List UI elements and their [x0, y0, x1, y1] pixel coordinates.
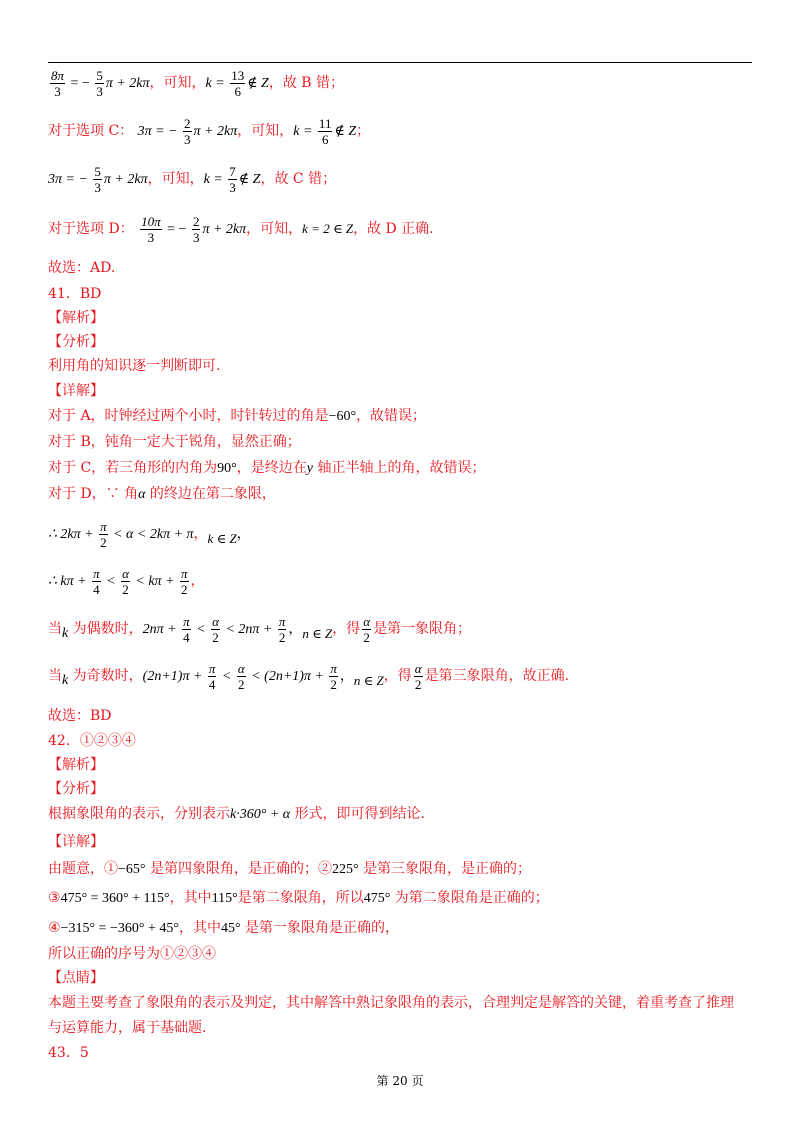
option-d-line: 对于选项 D： $\frac{10\pi}{3}$ = − $\frac{2}{3}$ π + 2kπ，可知，k = 2 ∈ Z，故 D 正确. — [48, 213, 434, 245]
text: 是第三象限角，是正确的； — [358, 861, 532, 877]
fraction: $\frac{\pi}{4}$ — [183, 613, 190, 645]
q41-option-c — [48, 458, 485, 479]
fraction: $\frac{13}{6}$ — [231, 67, 245, 99]
section-fenxi: 【分析】 — [48, 781, 104, 797]
option-c-line: 对于选项 C： 3π = − $\frac{2}{3}$ π + 2kπ，可知，k = $\frac{11}{6}$ ∉ Z； — [48, 115, 371, 147]
text: ，可知， — [147, 171, 204, 187]
text: ，可知， — [149, 75, 206, 91]
q41-option-d — [48, 484, 276, 505]
math: n ∈ Z — [353, 673, 384, 688]
q41-formula-1: ∴ 2kπ + $\frac{\pi}{2}$ < α < 2kπ + π，k ∈ Z， — [48, 518, 251, 550]
answer-line: 故选：AD. — [48, 260, 116, 276]
q41-option-b: 对于 B，钝角一定大于锐角，显然正确； — [48, 434, 301, 450]
question-41-title: 41．BD — [48, 286, 102, 302]
section-dianjing: 【点睛】 — [48, 970, 104, 986]
math: n ∈ Z — [302, 626, 333, 641]
fraction: $\frac{\pi}{2}$ — [278, 613, 286, 645]
math: 45° — [220, 921, 241, 936]
text: ，故 B 错； — [268, 75, 345, 91]
text: ④ — [48, 920, 61, 936]
text: ③ — [48, 890, 61, 906]
text: ，其中 — [178, 920, 221, 936]
text: 形式，即可得到结论. — [290, 806, 426, 822]
option-c-line-2: 3π = − $\frac{5}{3}$ π + 2kπ，可知，k = $\frac{7}{3}$ ∉ Z，故 C 错； — [48, 163, 337, 195]
fraction: $\frac{11}{6}$ — [318, 115, 332, 147]
q41-formula-2: ∴ kπ + $\frac{\pi}{4}$ < $\frac{\alpha}{2}$ < kπ + $\frac{\pi}{2}$ ， — [48, 565, 205, 597]
text: 是第一象限角； — [373, 621, 472, 637]
fraction: $\frac{\pi}{2}$ — [181, 565, 188, 597]
text: ，故 D 正确. — [353, 221, 434, 237]
q41-option-a — [48, 406, 426, 427]
q42-line-3 — [48, 918, 399, 939]
fraction: $\frac{\alpha}{2}$ — [363, 613, 371, 645]
math: 90° — [217, 461, 237, 476]
option-label: 对于选项 C： — [48, 123, 134, 139]
math: k = 2 ∈ Z — [302, 221, 354, 236]
fraction: $\frac{\alpha}{2}$ — [122, 565, 129, 597]
fraction: $\frac{\pi}{4}$ — [208, 660, 216, 692]
text: 由题意，① — [48, 861, 118, 877]
q42-fenxi-text — [48, 804, 425, 825]
text: 是第四象限角，是正确的；② — [145, 861, 332, 877]
section-jiexi: 【解析】 — [48, 757, 104, 773]
math: −315° = −360° + 45° — [60, 921, 179, 936]
text: 是第三象限角，故正确. — [424, 668, 570, 684]
fraction: $\frac{\alpha}{2}$ — [212, 613, 219, 645]
text: 对于 D，∵ 角 — [48, 486, 139, 502]
q41-even-case: 当k 为偶数时，2nπ + $\frac{\pi}{4}$ < $\frac{\alpha}{2}$ < 2nπ + $\frac{\pi}{2}$ ，n ∈ Z，得 $\frac{\alpha}{2}$ 是第一象限角； — [48, 613, 472, 645]
fraction: $\frac{7}{3}$ — [229, 163, 236, 195]
text: 对于 A，时钟经过两个小时，时针转过的角是 — [48, 408, 329, 424]
fraction: $\frac{2}{3}$ — [192, 213, 200, 245]
q41-odd-case: 当k 为奇数时，(2n+1)π + $\frac{\pi}{4}$ < $\frac{\alpha}{2}$ < (2n+1)π + $\frac{\pi}{2}$ ，n ∈ Z，得 $\frac{\alpha}{2}$ 是第三象限角，故正确. — [48, 660, 570, 692]
math: 475° — [363, 891, 391, 906]
text: 轴正半轴上的角，故错误； — [313, 460, 486, 476]
section-jiexi: 【解析】 — [48, 310, 104, 326]
text: 是第一象限角是正确的， — [240, 920, 400, 936]
text: 当 — [48, 668, 62, 684]
text: ，是终边在 — [236, 460, 307, 476]
text: ，故 C 错； — [260, 171, 337, 187]
text: ，得 — [332, 621, 361, 637]
math: k — [62, 626, 69, 641]
math: 115° — [211, 891, 238, 906]
fraction: $\frac{5}{3}$ — [94, 163, 101, 195]
text: ，其中 — [169, 890, 212, 906]
math: k ∈ Z — [207, 531, 237, 546]
section-fenxi: 【分析】 — [48, 334, 104, 350]
fraction: $\frac{5}{3}$ — [96, 67, 103, 99]
text: 对于 C，若三角形的内角为 — [48, 460, 218, 476]
text: 根据象限角的表示，分别表示 — [48, 806, 230, 822]
page-number: 第 20 页 — [376, 1074, 424, 1088]
q42-line-4: 所以正确的序号为①②③④ — [48, 946, 216, 962]
text: 当 — [48, 621, 62, 637]
math: y — [306, 461, 313, 476]
text: ，得 — [383, 668, 412, 684]
header-rule — [48, 62, 752, 63]
q42-line-2 — [48, 888, 549, 909]
dianjing-text-2: 与运算能力，属于基础题. — [48, 1020, 207, 1036]
question-43-title: 43．5 — [48, 1045, 89, 1061]
text: ，可知， — [246, 221, 303, 237]
text: 的终边在第二象限， — [145, 486, 276, 502]
section-xiangjie: 【详解】 — [48, 834, 104, 850]
math: k·360° + α — [230, 807, 291, 822]
math: 475° = 360° + 115° — [60, 891, 170, 906]
fraction: $\frac{2}{3}$ — [184, 115, 191, 147]
fraction: $\frac{\pi}{2}$ — [330, 660, 337, 692]
option-b-line: $\frac{8\pi}{3}$ = − $\frac{5}{3}$ π + 2kπ，可知，k = $\frac{13}{6}$ ∉ Z，故 B 错； — [51, 67, 345, 99]
math: −65° — [118, 862, 146, 877]
text: ， — [190, 573, 205, 589]
math: k — [62, 673, 69, 688]
fraction: $\frac{10\pi}{3}$ — [141, 213, 161, 245]
fenxi-text: 利用角的知识逐一判断即可. — [48, 358, 221, 374]
fraction: $\frac{\pi}{2}$ — [100, 518, 107, 550]
math: −60° — [328, 409, 357, 424]
q42-line-1 — [48, 859, 531, 880]
answer-line: 故选：BD — [48, 708, 112, 724]
text: ， — [193, 526, 208, 542]
text: 为奇数时， — [68, 668, 143, 684]
text: ，故错误； — [356, 408, 427, 424]
text: ； — [356, 123, 371, 139]
fraction: $\frac{\alpha}{2}$ — [414, 660, 422, 692]
text: 为偶数时， — [68, 621, 143, 637]
math: α — [138, 487, 146, 502]
fraction: $\frac{\pi}{4}$ — [93, 565, 100, 597]
option-label: 对于选项 D： — [48, 221, 134, 237]
dianjing-text-1: 本题主要考查了象限角的表示及判定，其中解答中熟记象限角的表示，合理判定是解答的关键，着重考查了推理 — [48, 995, 734, 1011]
math: 225° — [331, 862, 359, 877]
text: 为第二象限角是正确的； — [390, 890, 549, 906]
fraction: $\frac{\alpha}{2}$ — [237, 660, 245, 692]
fraction: $\frac{8\pi}{3}$ — [51, 67, 65, 99]
section-xiangjie: 【详解】 — [48, 383, 104, 399]
text: 是第二象限角，所以 — [237, 890, 364, 906]
question-42-title: 42．①②③④ — [48, 733, 136, 749]
text: ，可知， — [237, 123, 294, 139]
